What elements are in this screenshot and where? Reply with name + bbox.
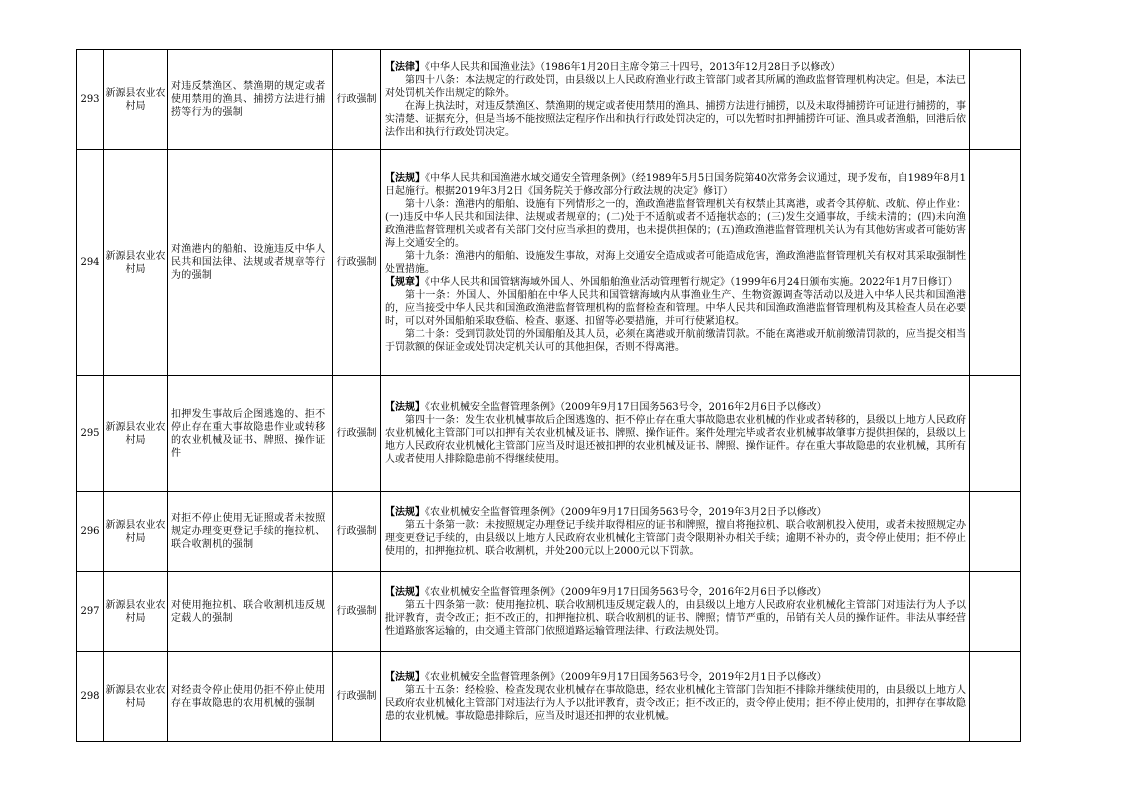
power-type-cell: 行政强制 [333,652,381,742]
table-row [77,492,1021,572]
legal-basis-paragraph [385,250,966,276]
basis-text: 《中华人民共和国管辖海域外国人、外国船舶渔业活动管理暂行规定》（1999年6月24日颁布实施。2022年1月7日修订） [425,276,958,288]
item-name-cell: 对经责令停止使用仍拒不停止使用存在事故隐患的农用机械的强制 [168,652,333,742]
basis-type-tag: 【规章】 [385,276,425,288]
remarks-cell [970,50,1021,150]
legal-basis-paragraph [385,328,966,354]
basis-type-tag: 【法规】 [385,671,425,683]
table-row [77,652,1021,742]
department-cell: 新源县农业农村局 [104,150,168,376]
basis-text: 《农业机械安全监督管理条例》（2009年9月17日国务563号令，2019年3月2日予以修改） [425,506,827,518]
row-number: 295 [77,376,104,492]
power-type-cell: 行政强制 [333,376,381,492]
basis-text: 第十九条：渔港内的船舶、设施发生事故，对海上交通安全造成或者可能造成危害，渔政渔港监督管理机关有权对其采取强制性处置措施。 [385,250,966,275]
basis-type-tag: 【法规】 [385,172,426,184]
basis-text: 第四十八条：本法规定的行政处罚，由县级以上人民政府渔业行政主管部门或者其所属的渔政监督管理机构决定。但是，本法已对处罚机关作出规定的除外。 [385,74,966,99]
legal-basis-cell [381,376,970,492]
basis-text: 第五十四条第一款：使用拖拉机、联合收割机违反规定载人的，由县级以上地方人民政府农业机械化主管部门对违法行为人予以批评教育，责令改正；拒不改正的，扣押拖拉机、联合收割机的证书、牌照；情节严重的，吊销有关人员的操作证件。非法从事经营性道路旅客运输的，由交通主管部门依照道路运输管理法律、行政法规处罚。 [385,599,966,637]
basis-text: 第四十一条：发生农业机械事故后企图逃逸的、拒不停止存在重大事故隐患农业机械的作业或者转移的，县级以上地方人民政府农业机械化主管部门可以扣押有关农业机械及证书、牌照、操作证件。案件处理完毕或者农业机械事故肇事方提供担保的，县级以上地方人民政府农业机械化主管部门应当及时退还被扣押的农业机械及证书、牌照、操作证件。存在重大事故隐患的农业机械，其所有人或者使用人排除隐患前不得继续使用。 [385,415,966,465]
remarks-cell [970,150,1021,376]
basis-text: 第十一条：外国人、外国船舶在中华人民共和国管辖海域内从事渔业生产、生物资源调查等活动以及进入中华人民共和国渔港的，应当接受中华人民共和国渔政渔港监督管理机构的监督检查和管理。中华人民共和国渔政渔港监督管理机构及其检查人员在必要时，可以对外国船舶采取登临、检查、驱逐、扣留等必要措施，并可行使紧追权。 [385,289,966,327]
department-cell: 新源县农业农村局 [104,50,168,150]
item-name-cell: 扣押发生事故后企图逃逸的、拒不停止存在重大事故隐患作业或转移的农业机械及证书、牌照、操作证件 [168,376,333,492]
legal-basis-paragraph [385,172,966,198]
basis-type-tag: 【法规】 [385,402,425,413]
basis-type-tag: 【法规】 [385,586,425,598]
row-number: 294 [77,150,104,376]
regulation-table [76,49,1021,742]
department-cell: 新源县农业农村局 [104,652,168,742]
basis-text: 第五十条第一款：未按照规定办理登记手续并取得相应的证书和牌照，擅自将拖拉机、联合收割机投入使用，或者未按照规定办理变更登记手续的，由县级以上地方人民政府农业机械化主管部门责令限期补办相关手续；逾期不补办的，责令停止使用；拒不停止使用的，扣押拖拉机、联合收割机，并处200元以上2000元以下罚款。 [385,519,966,557]
remarks-cell [970,652,1021,742]
legal-basis-cell [381,50,970,150]
department-cell: 新源县农业农村局 [104,376,168,492]
basis-text: 在海上执法时，对违反禁渔区、禁渔期的规定或者使用禁用的渔具、捕捞方法进行捕捞，以及未取得捕捞许可证进行捕捞的，事实清楚、证据充分，但是当场不能按照法定程序作出和执行行政处罚决定的，可以先暂时扣押捕捞许可证、渔具或者渔船，回港后依法作出和执行行政处罚决定。 [385,100,966,138]
legal-basis-paragraph [385,519,966,558]
legal-basis-paragraph [385,61,966,74]
legal-basis-paragraph [385,684,966,723]
power-type-cell: 行政强制 [333,572,381,652]
table-row [77,50,1021,150]
legal-basis-paragraph [385,74,966,100]
legal-basis-cell [381,150,970,376]
table-row [77,376,1021,492]
legal-basis-cell [381,652,970,742]
row-number: 298 [77,652,104,742]
basis-type-tag: 【法律】 [385,61,425,73]
basis-text: 第十八条：渔港内的船舶、设施有下列情形之一的，渔政渔港监督管理机关有权禁止其离港，或者令其停航、改航、停止作业：(一)违反中华人民共和国法律、法规或者规章的；(二)处于不适航或者不适拖状态的；(三)发生交通事故，手续未清的；(四)未向渔政渔港监督管理机关或者有关部门交付应当承担的费用，也未提供担保的；(五)渔政渔港监督管理机关认为有其他妨害或者可能妨害海上交通安全的。 [385,198,966,249]
basis-text: 《中华人民共和国渔港水域交通安全管理条例》（经1989年5月5日国务院第40次常务会议通过，现予发布，自1989年8月1日起施行。根据2019年3月2日《国务院关于修改部分行政法规的决定》修订） [385,172,966,197]
power-type-cell: 行政强制 [333,150,381,376]
table-row [77,572,1021,652]
row-number: 296 [77,492,104,572]
basis-text: 《农业机械安全监督管理条例》（2009年9月17日国务563号令，2016年2月6日予以修改） [425,586,827,598]
basis-type-tag: 【法规】 [385,506,425,518]
legal-basis-paragraph [385,671,966,684]
legal-basis-paragraph [385,100,966,139]
legal-basis-paragraph [385,276,966,289]
table-row [77,150,1021,376]
legal-basis-paragraph [385,198,966,250]
remarks-cell [970,492,1021,572]
basis-text: 《中华人民共和国渔业法》（1986年1月20日主席令第三十四号，2013年12月28日予以修改） [425,61,841,73]
row-number: 293 [77,50,104,150]
item-name-cell: 对拒不停止使用无证照或者未按照规定办理变更登记手续的拖拉机、联合收割机的强制 [168,492,333,572]
legal-basis-cell [381,492,970,572]
basis-text: 《农业机械安全监督管理条例》（2009年9月17日国务563号令，2019年2月1日予以修改） [425,671,827,683]
item-name-cell: 对渔港内的船舶、设施违反中华人民共和国法律、法规或者规章等行为的强制 [168,150,333,376]
legal-basis-cell [381,572,970,652]
basis-text: 第二十条：受到罚款处罚的外国船舶及其人员，必须在离港或开航前缴清罚款。不能在离港或开航前缴清罚款的，应当提交相当于罚款额的保证金或处罚决定机关认可的其他担保，否则不得离港。 [385,328,966,353]
basis-text: 《农业机械安全监督管理条例》（2009年9月17日国务563号令，2016年2月6日予以修改） [425,402,827,413]
legal-basis-paragraph [385,586,966,599]
legal-basis-paragraph [385,414,966,466]
legal-basis-paragraph [385,506,966,519]
power-type-cell: 行政强制 [333,50,381,150]
remarks-cell [970,572,1021,652]
basis-text: 第五十五条：经检验、检查发现农业机械存在事故隐患，经农业机械化主管部门告知拒不排除并继续使用的，由县级以上地方人民政府农业机械化主管部门对违法行为人予以批评教育，责令改正；拒不改正的，责令停止使用；拒不停止使用的，扣押存在事故隐患的农业机械。事故隐患排除后，应当及时退还扣押的农业机械。 [385,684,966,722]
legal-basis-paragraph [385,289,966,328]
item-name-cell: 对违反禁渔区、禁渔期的规定或者使用禁用的渔具、捕捞方法进行捕捞等行为的强制 [168,50,333,150]
department-cell: 新源县农业农村局 [104,492,168,572]
row-number: 297 [77,572,104,652]
department-cell: 新源县农业农村局 [104,572,168,652]
power-type-cell: 行政强制 [333,492,381,572]
legal-basis-paragraph [385,599,966,638]
legal-basis-paragraph [385,401,966,414]
remarks-cell [970,376,1021,492]
item-name-cell: 对使用拖拉机、联合收割机违反规定载人的强制 [168,572,333,652]
